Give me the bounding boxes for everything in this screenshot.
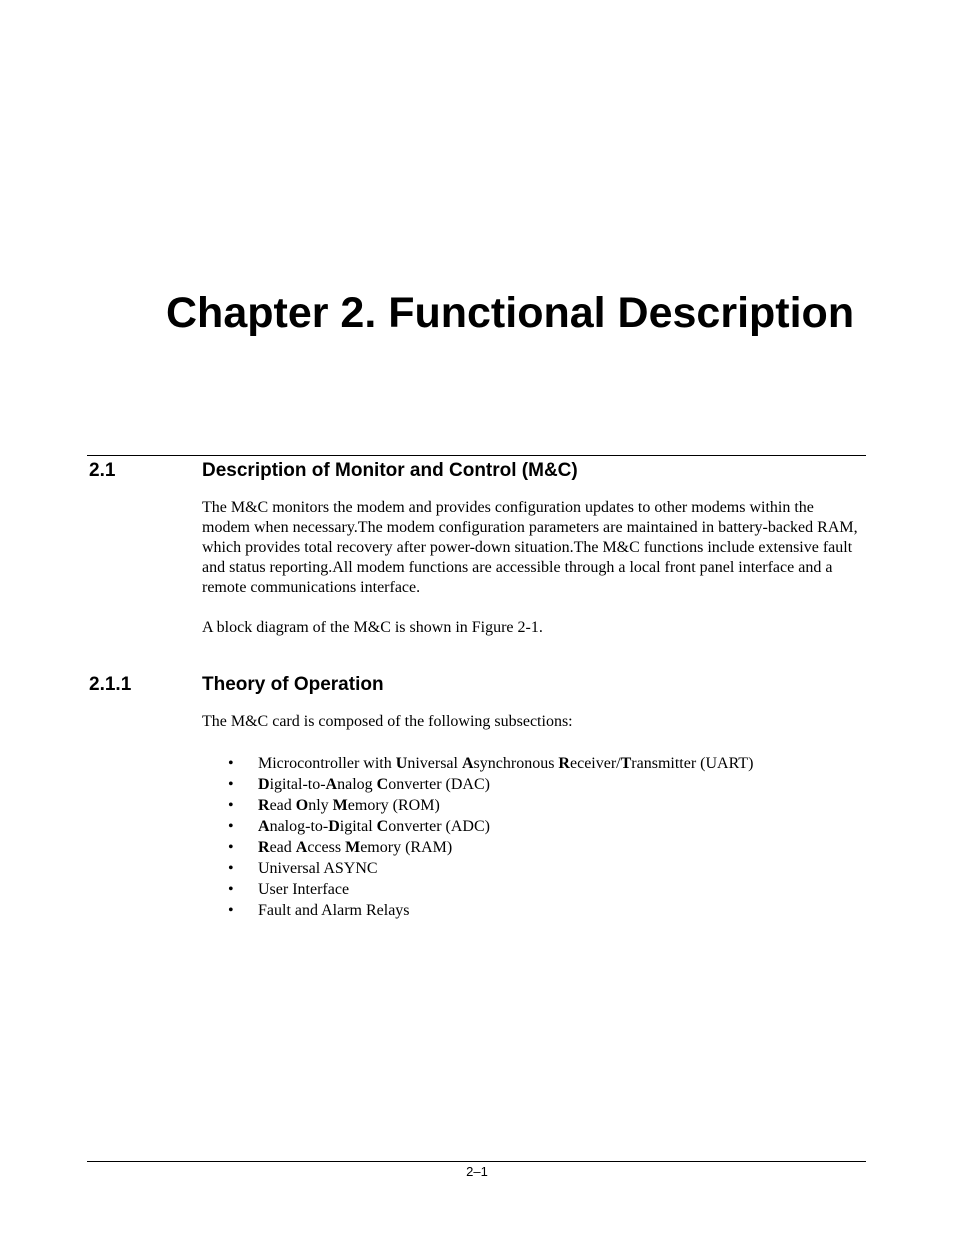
acronym-letter: U [395,755,408,772]
footer-divider [87,1161,866,1162]
acronym-letter: D [328,818,340,835]
acronym-letter: D [258,776,270,793]
acronym-letter: O [295,797,309,814]
figure-reference-paragraph: A block diagram of the M&C is shown in Figure 2-1. [202,619,543,636]
list-item-text: emory (ROM) [347,797,440,814]
list-item [228,858,848,879]
bullet-icon: • [228,881,234,898]
acronym-letter: A [258,818,270,835]
acronym-letter: R [258,797,270,814]
list-item-text: emory (RAM) [360,839,453,856]
section-title: Theory of Operation [202,674,384,695]
list-item-text: Universal ASYNC [258,860,378,877]
section-heading-2-1 [89,459,578,483]
list-item [228,795,848,816]
bullet-icon: • [228,776,234,793]
list-item [228,879,848,900]
list-item-text: igital [339,818,377,835]
section-2-1-paragraph: The M&C monitors the modem and provides configuration updates to other modems within the modem when necessary.The modem configuration parameters are maintained in battery-backed RAM, which provides total recovery after power-down situation.The M&C functions include extensive fault and status reporting.All modem functions are accessible through a local front panel interface and a remote communications interface. [202,499,858,596]
bullet-icon: • [228,797,234,814]
list-item-text: nly [308,797,333,814]
acronym-letter: C [376,818,389,835]
list-item-text: nalog-to- [269,818,329,835]
bullet-icon: • [228,755,234,772]
list-item-text: Microcontroller with [258,755,396,772]
list-item-text: ccess [307,839,346,856]
list-item-text: onverter (ADC) [388,818,490,835]
section-number: 2.1 [89,460,116,481]
page-number: 2–1 [466,1164,488,1179]
bullet-icon: • [228,839,234,856]
list-item-text: eceiver/ [569,755,621,772]
acronym-letter: M [345,839,361,856]
list-item-text: User Interface [258,881,350,898]
section-number: 2.1.1 [89,674,132,695]
list-item-text: synchronous [473,755,559,772]
subsection-list [228,753,848,921]
list-item [228,900,848,921]
acronym-letter: R [258,839,270,856]
list-item-text: ead [269,797,296,814]
section-heading-2-1-1 [89,673,384,697]
section-title: Description of Monitor and Control (M&C) [202,460,578,481]
list-item-text: niversal [407,755,462,772]
acronym-letter: R [558,755,570,772]
section-divider-top [87,455,866,456]
bullet-icon: • [228,818,234,835]
acronym-letter: C [376,776,389,793]
list-item-text: ransmitter (UART) [631,755,754,772]
bullet-icon: • [228,902,234,919]
list-item [228,837,848,858]
bullet-icon: • [228,860,234,877]
list-item [228,774,848,795]
acronym-letter: A [295,839,308,856]
list-item [228,816,848,837]
list-item-text: igital-to- [269,776,326,793]
list-item-text: onverter (DAC) [388,776,490,793]
acronym-letter: A [461,755,474,772]
subsections-intro: The M&C card is composed of the following subsections: [202,713,573,730]
acronym-letter: A [325,776,338,793]
list-item-text: nalog [337,776,377,793]
list-item [228,753,848,774]
chapter-title: Chapter 2. Functional Description [166,289,855,337]
acronym-letter: M [332,797,348,814]
list-item-text: Fault and Alarm Relays [258,902,410,919]
list-item-text: ead [269,839,296,856]
acronym-letter: T [620,755,632,772]
